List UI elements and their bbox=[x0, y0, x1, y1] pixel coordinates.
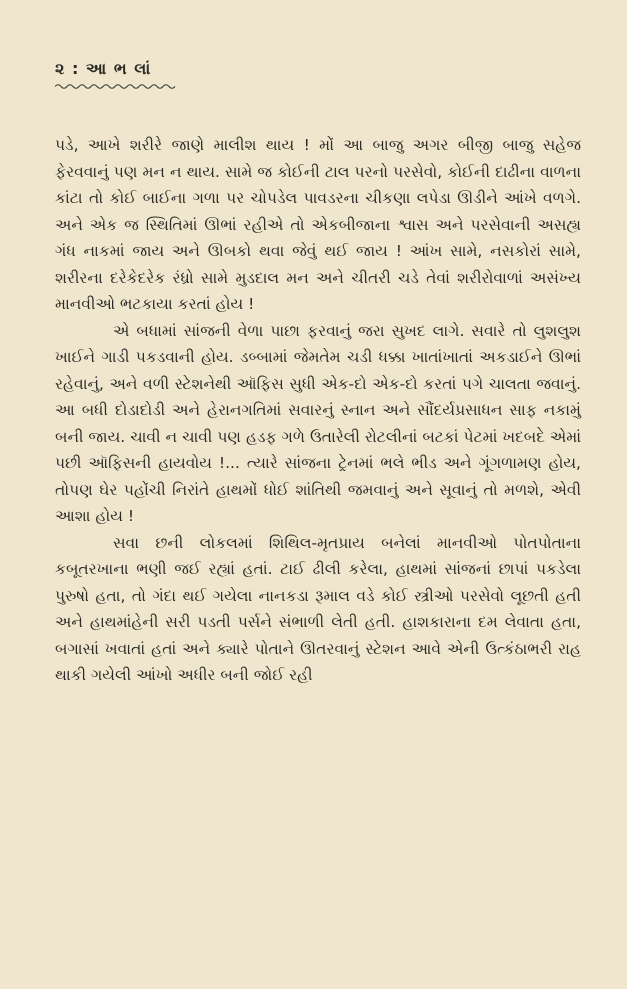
running-head: ૨ : આ ભ લાં bbox=[55, 59, 152, 78]
decorative-wavy-rule bbox=[55, 83, 177, 90]
paragraph-3: સવા છની લોકલમાં શિથિલ-મૃતપ્રાય બનેલાં માનવીઓ પોતપોતાના કબૂતરખાના ભણી જઈ રહ્યાં હતાં. ટાઈ ઢીલી કરેલા, હાથમાં સાંજનાં છાપાં પકડેલા પુરુષો હતા, તો ગંદા થઈ ગયેલા નાનકડા રૂમાલ વડે કોઈ સ્ત્રીઓ પરસેવો લૂછતી હતી અને હાથમાંહેની સરી પડતી પર્સને સંભાળી લેતી હતી. હાશકારાના દમ લેવાતા હતા, બગાસાં ખવાતાં હતાં અને ક્યારે પોતાને ઊતરવાનું સ્ટેશન આવે એની ઉત્કંઠાભરી રાહ થાકી ગયેલી આંખો અધીર બની જોઈ રહી bbox=[55, 533, 581, 684]
paragraph-1: પડે, આખે શરીરે જાણે માલીશ થાય ! મોં આ બાજુ અગર બીજી બાજુ સહેજ ફેરવવાનું પણ મન ન થાય. સામે જ કોઈની ટાલ પરનો પરસેવો, કોઈની દાઢીના વાળના કાંટા તો કોઈ બાઈના ગળા પર ચોપડેલ પાવડરના ચીકણા લપેડા ઊડીને આંખે વળગે. અને એક જ સ્થિતિમાં ઊભાં રહીએ તો એકબીજાના શ્વાસ અને પરસેવાની અસહ્ય ગંધ નાકમાં જાય અને ઊબકો થવા જેવું થઈ જાય ! આંખ સામે, નસકોરાં સામે, શરીરના દરેકેદરેક રંધ્રો સામે મુડદાલ મન અને ચીતરી ચડે તેવાં શરીરોવાળાં અસંખ્ય માનવીઓ ભટકાયા કરતાં હોય ! bbox=[55, 136, 581, 313]
paragraph-2: એ બધામાં સાંજની વેળા પાછા ફરવાનું જરા સુખદ લાગે. સવારે તો લુશલુશ ખાઈને ગાડી પકડવાની હોય. ડબ્બામાં જેમતેમ ચડી ધક્કા ખાતાંખાતાં અકડાઈને ઊભાં રહેવાનું, અને વળી સ્ટેશનેથી ઑફિસ સુધી એક-દો એક-દો કરતાં પગે ચાલતા જવાનું. આ બધી દોડાદોડી અને હેરાનગતિમાં સવારનું સ્નાન અને સૌંદર્યપ્રસાધન સાફ નકામું બની જાય. ચાવી ન ચાવી પણ હડફ ગળે ઉતારેલી રોટલીનાં બટકાં પેટમાં ખદબદે એમાં પછી ઑફિસની હાયવોય !... ત્યારે સાંજના ટ્રેનમાં ભલે ભીડ અને ગૂંગળામણ હોય, તોપણ ઘેર પહોંચી નિરાંતે હાથમોં ધોઈ શાંતિથી જમવાનું અને સૂવાનું તો મળશે, એવી આશા હોય ! bbox=[55, 321, 581, 525]
